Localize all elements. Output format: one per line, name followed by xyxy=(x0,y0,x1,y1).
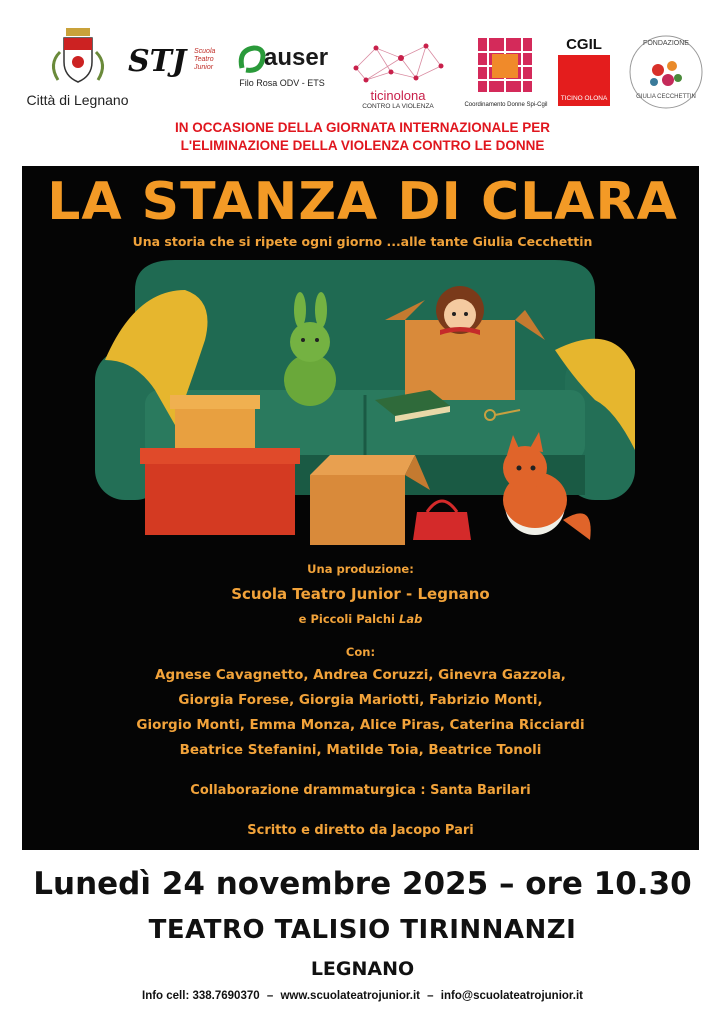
stj-sub: Scuola Teatro Junior xyxy=(194,48,216,71)
event-city: LEGNANO xyxy=(310,958,415,980)
cgil-sub: TICINO OLONA xyxy=(560,95,608,102)
scuola-teatro-junior-logo xyxy=(128,44,228,94)
production-partner xyxy=(22,612,699,626)
occasion-line-2: L'ELIMINAZIONE DELLA VIOLENZA CONTRO LE DONNE xyxy=(180,138,545,153)
info-sep-2: – xyxy=(427,990,434,1002)
production-label: Una produzione: xyxy=(307,562,414,576)
cast-line-3: Giorgio Monti, Emma Monza, Alice Piras, Caterina Ricciardi xyxy=(136,717,585,733)
auser-sub: Filo Rosa ODV - ETS xyxy=(239,78,325,88)
fondazione-cecchettin-logo xyxy=(628,34,704,110)
production-company: Scuola Teatro Junior - Legnano xyxy=(231,585,490,603)
legnano-logo xyxy=(20,24,135,114)
cast-line-1: Agnese Cavagnetto, Andrea Coruzzi, Ginevra Gazzola, xyxy=(155,667,566,683)
coordinamento-label: Coordinamento Donne Spi-Cgil xyxy=(464,102,548,108)
occasion-line-1: IN OCCASIONE DELLA GIORNATA INTERNAZIONALE PER xyxy=(174,120,550,135)
show-subtitle: Una storia che si ripete ogni giorno ...alle tante Giulia Cecchettin xyxy=(132,234,593,249)
cast-label: Con: xyxy=(345,645,376,659)
cast-line-2: Giorgia Forese, Giorgia Mariotti, Fabrizio Monti, xyxy=(178,692,543,708)
ticino-sub: CONTRO LA VIOLENZA xyxy=(362,103,434,110)
info-website-link[interactable]: www.scuolateatrojunior.it xyxy=(280,990,420,1002)
coordinamento-donne-logo xyxy=(460,34,552,114)
coordinamento-graphic-icon xyxy=(460,34,550,98)
sofa-illustration xyxy=(95,250,635,555)
legnano-label: Città di Legnano xyxy=(26,92,129,108)
cast-line-4: Beatrice Stefanini, Matilde Toia, Beatrice Tonoli xyxy=(179,742,542,758)
cgil-name: CGIL xyxy=(558,34,610,55)
partner-prefix: e Piccoli Palchi xyxy=(298,612,396,626)
legnano-crest-icon xyxy=(20,24,135,86)
network-icon xyxy=(346,38,446,86)
open-box xyxy=(310,455,430,545)
event-date: Lunedì 24 novembre 2025 – ore 10.30 xyxy=(33,866,692,902)
cgil-logo xyxy=(558,34,610,106)
auser-swirl-icon xyxy=(236,44,266,74)
event-venue: TEATRO TALISIO TIRINNANZI xyxy=(148,915,577,945)
collab-credit: Collaborazione drammaturgica : Santa Barilari xyxy=(190,783,531,798)
info-email-link[interactable]: info@scuolateatrojunior.it xyxy=(440,990,583,1002)
ticino-main: ticinolona xyxy=(370,88,426,103)
sponsor-logos xyxy=(0,20,725,115)
author-credit: Scritto e diretto da Jacopo Pari xyxy=(247,823,474,838)
red-handbag xyxy=(413,501,471,540)
ticino-olona-logo xyxy=(346,38,450,108)
info-sep-1: – xyxy=(266,990,274,1002)
contact-info xyxy=(0,990,725,1002)
partner-suffix: Lab xyxy=(399,612,423,626)
show-title: LA STANZA DI CLARA xyxy=(47,172,678,232)
occasion-banner xyxy=(0,119,725,155)
fondazione-top: FONDAZIONE xyxy=(643,40,689,47)
fondazione-bottom: GIULIA CECCHETTIN xyxy=(636,94,696,100)
auser-logo xyxy=(232,40,342,100)
info-phone: Info cell: 338.7690370 xyxy=(142,990,260,1002)
auser-name: auser xyxy=(264,44,329,71)
stj-mark: STJ xyxy=(128,44,187,79)
